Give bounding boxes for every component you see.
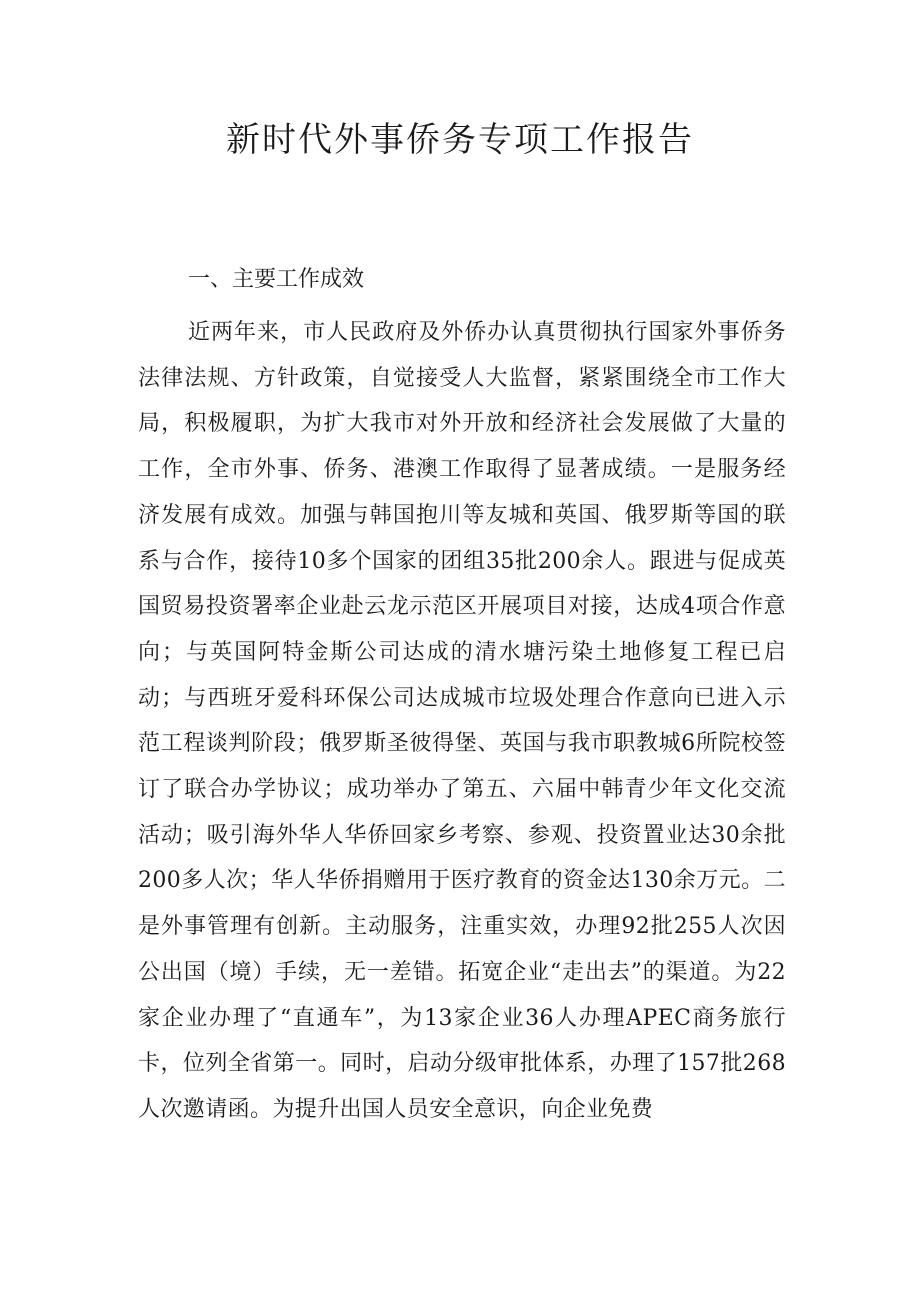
document-title: 新时代外事侨务专项工作报告: [226, 120, 694, 160]
body-paragraph: 近两年来，市人民政府及外侨办认真贯彻执行国家外事侨务法律法规、方针政策，自觉接受人大监督，紧紧围绕全市工作大局，积极履职，为扩大我市对外开放和经济社会发展做了大量的工作，全市外事、侨务、港澳工作取得了显著成绩。一是服务经济发展有成效。加强与韩国抱川等友城和英国、俄罗斯等国的联系与合作，接待10多个国家的团组35批200余人。跟进与促成英国贸易投资署率企业赴云龙示范区开展项目对接，达成4项合作意向；与英国阿特金斯公司达成的清水塘污染土地修复工程已启动；与西班牙爱科环保公司达成城市垃圾处理合作意向已进入示范工程谈判阶段；俄罗斯圣彼得堡、英国与我市职教城6所院校签订了联合办学协议；成功举办了第五、六届中韩青少年文化交流活动；吸引海外华人华侨回家乡考察、参观、投资置业达30余批200多人次；华人华侨捐赠用于医疗教育的资金达130余万元。二是外事管理有创新。主动服务，注重实效，办理92批255人次因公出国（境）手续，无一差错。拓宽企业“走出去”的渠道。为22家企业办理了“直通车”，为13家企业36人办理APEC商务旅行卡，位列全省第一。同时，启动分级审批体系，办理了157批268人次邀请函。为提升出国人员安全意识，向企业免费: [138, 320, 786, 1122]
section-heading: 一、主要工作成效: [188, 267, 365, 292]
